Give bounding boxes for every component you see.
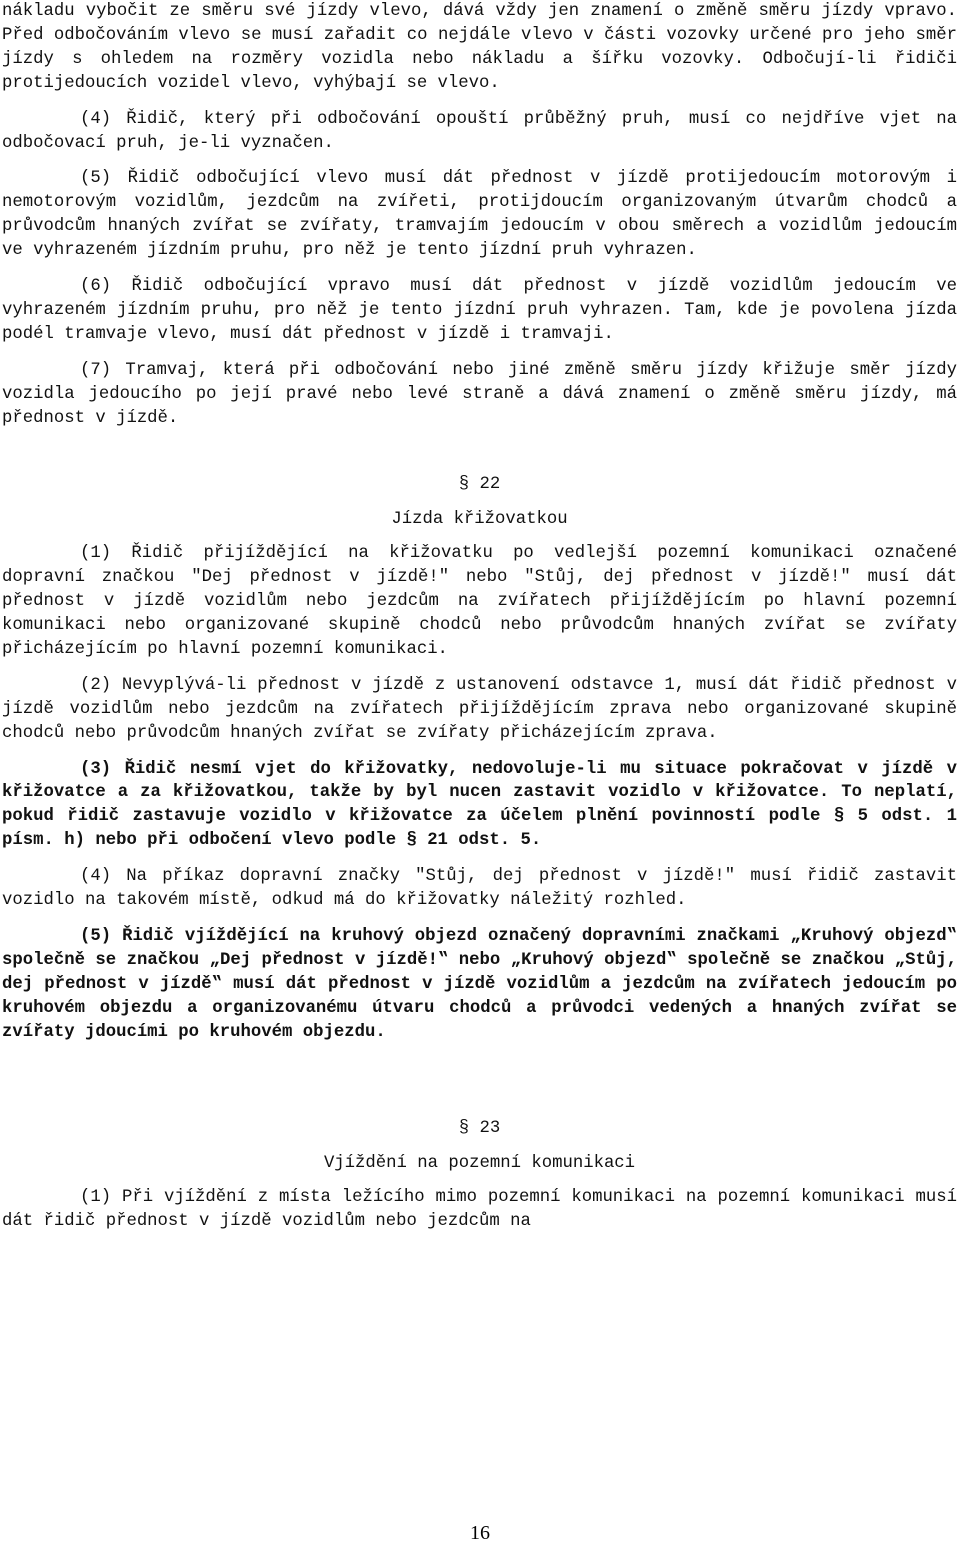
paragraph-22-2: (2) Nevyplývá-li přednost v jízdě z ustanovení odstavce 1, musí dát řidič přednost v jízdě vozidlům nebo jezdcům na zvířatech přijíždějícím zprava nebo organizované skupině chodců nebo průvodcům hnaných zvířat se zvířaty přicházejícím zprava. [2,675,957,743]
page-number: 16 [470,1522,490,1544]
section-23-title: Vjíždění na pozemní komunikaci [323,1154,636,1174]
paragraph-21-6: (6) Řidič odbočující vpravo musí dát přednost v jízdě vozidlům jedoucím ve vyhrazeném jízdním pruhu, pro něž je tento jízdní pruh vyhrazen. Tam, kde je povolena jízda podél tramvaje vlevo, musí dát přednost v jízdě i tramvaji. [2,277,957,344]
section-22-title: Jízda křižovatkou [391,510,568,530]
paragraph-22-1: (1) Řidič přijíždějící na křižovatku po vedlejší pozemní komunikaci označené dopravní značkou "Dej přednost v jízdě!" nebo "Stůj, dej přednost v jízdě!" musí dát přednost v jízdě vozidlům nebo jezdcům na zvířatech přijíždějícím po hlavní pozemní komunikaci nebo organizované skupině chodců nebo průvodcům hnaných zvířat se zvířaty přicházejícím po hlavní pozemní komunikaci. [2,544,957,659]
paragraph-21-4: (4) Řidič, který při odbočování opouští průběžný pruh, musí co nejdříve vjet na odbočovací pruh, je-li vyznačen. [2,109,957,153]
paragraph-23-1: (1) Při vjíždění z místa ležícího mimo pozemní komunikaci na pozemní komunikaci musí dát řidič přednost v jízdě vozidlům nebo jezdcům na [2,1188,957,1232]
paragraph-21-7: (7) Tramvaj, která při odbočování nebo jiné změně směru jízdy křižuje směr jízdy vozidla jedoucího po její pravé nebo levé straně a dává znamení o změně směru jízdy, má přednost v jízdě. [2,360,957,428]
paragraph-22-3: (3) Řidič nesmí vjet do křižovatky, nedovoluje-li mu situace pokračovat v jízdě v křižovatce a za křižovatkou, takže by byl nucen zastavit vozidlo v křižovatce. To neplatí, pokud řidič zastavuje vozidlo v křižovatce za účelem plnění povinností podle § 5 odst. 1 písm. h) nebo při odbočení vlevo podle § 21 odst. 5. [2,759,957,851]
paragraph-22-5: (5) Řidič vjíždějící na kruhový objezd označený dopravními značkami „Kruhový objezd‟ společně se značkou „Dej přednost v jízdě!‟ nebo „Kruhový objezd‟ společně se značkou „Stůj, dej přednost v jízdě‟ musí dát přednost v jízdě vozidlům a jezdcům na zvířatech jedoucím po kruhovém objezdu a organizovanému útvaru chodců a průvodci vedených a hnaných zvířat se zvířaty jdoucími po kruhovém objezdu. [2,927,957,1042]
section-23-number: § 23 [458,1118,501,1138]
paragraph-21-5: (5) Řidič odbočující vlevo musí dát přednost v jízdě protijedoucím motorovým i nemotorovým vozidlům, jezdcům na zvířeti, protijdoucím organizovaným útvarům chodců a průvodcům hnaných zvířat se zvířaty, tramvajím jedoucím v obou směrech a vozidlům jedoucím ve vyhrazeném jízdním pruhu, pro něž je tento jízdní pruh vyhrazen. [2,169,957,261]
paragraph-22-4: (4) Na příkaz dopravní značky "Stůj, dej přednost v jízdě!" musí řidič zastavit vozidlo na takovém místě, odkud má do křižovatky náležitý rozhled. [2,867,957,911]
section-22-number: § 22 [458,474,501,494]
document-page [2,0,957,1246]
paragraph-21-3-continued: nákladu vybočit ze směru své jízdy vlevo, dává vždy jen znamení o změně směru jízdy vpravo. Před odbočováním vlevo se musí zařadit co nejdále vlevo v části vozovky určené pro jeho směr jízdy s ohledem na rozměry vozidla nebo nákladu a šířku vozovky. Odbočují-li řidiči protijedoucích vozidel vlevo, vyhýbají se vlevo. [2,2,957,93]
